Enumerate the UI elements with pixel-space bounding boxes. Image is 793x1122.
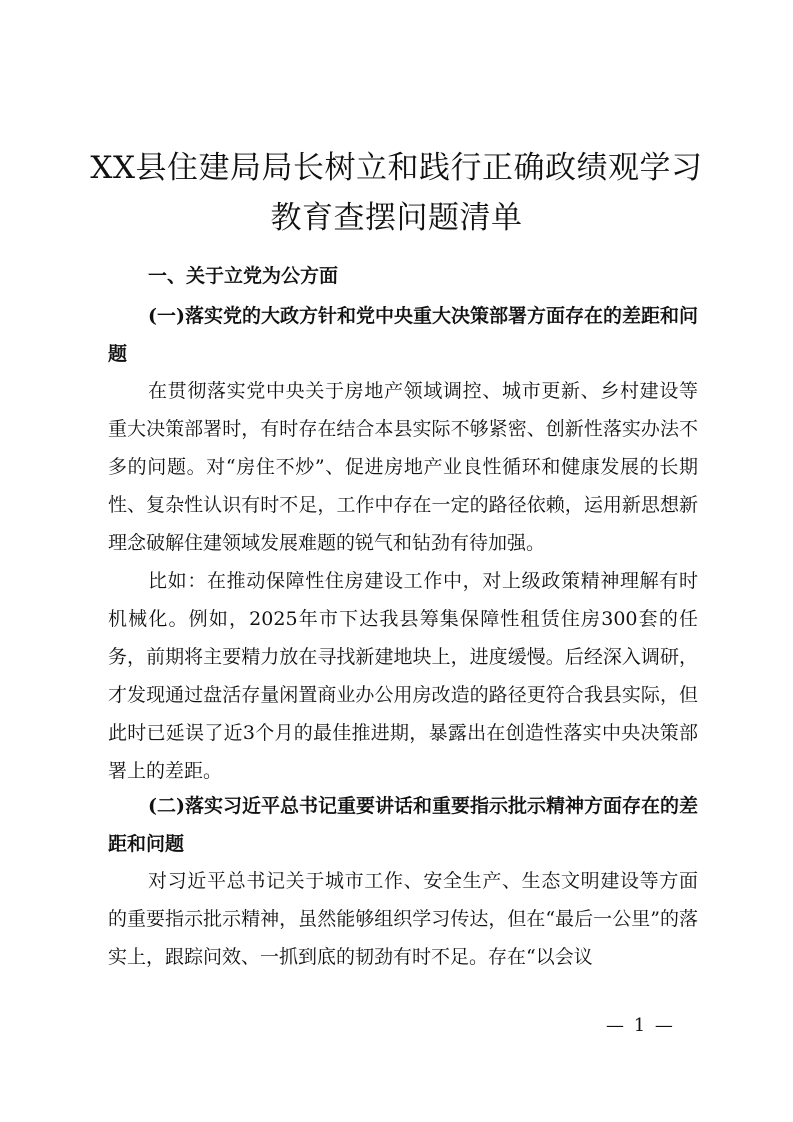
body-paragraph-3: 对习近平总书记关于城市工作、安全生产、生态文明建设等方面的重要指示批示精神，虽然能够组织学习传达，但在“最后一公里”的落实上，跟踪问效、一抓到底的韧劲有时不足。存在“以会议 bbox=[108, 870, 698, 968]
body-paragraph-1: 在贯彻落实党中央关于房地产领域调控、城市更新、乡村建设等重大决策部署时，有时存在结合本县实际不够紧密、创新性落实办法不多的问题。对“房住不炒”、促进房地产业良性循环和健康发展的长期性、复杂性认识有时不足，工作中存在一定的路径依赖，运用新思想新理念破解住建领域发展难题的锐气和钻劲有待加强。 bbox=[108, 380, 698, 554]
page-number: — 1 — bbox=[606, 1015, 675, 1036]
section-heading-1: 一、关于立党为公方面 bbox=[148, 265, 339, 287]
subsection-heading-2: (二)落实习近平总书记重要讲话和重要指示批示精神方面存在的差距和问题 bbox=[108, 795, 698, 855]
subsection-heading-1: (一)落实党的大政方针和党中央重大决策部署方面存在的差距和问题 bbox=[108, 305, 698, 365]
body-paragraph-2: 比如：在推动保障性住房建设工作中，对上级政策精神理解有时机械化。例如，2025年市下达我县筹集保障性租赁住房300套的任务，前期将主要精力放在寻找新建地块上，进度缓慢。后经深入调研，才发现通过盘活存量闲置商业办公用房改造的路径更符合我县实际，但此时已延误了近3个月的最佳推进期，暴露出在创造性落实中央决策部署上的差距。 bbox=[108, 570, 698, 782]
document-title-line-1: XX县住建局局长树立和践行正确政绩观学习 bbox=[90, 150, 703, 186]
document-title-line-2: 教育查摆问题清单 bbox=[270, 200, 523, 236]
